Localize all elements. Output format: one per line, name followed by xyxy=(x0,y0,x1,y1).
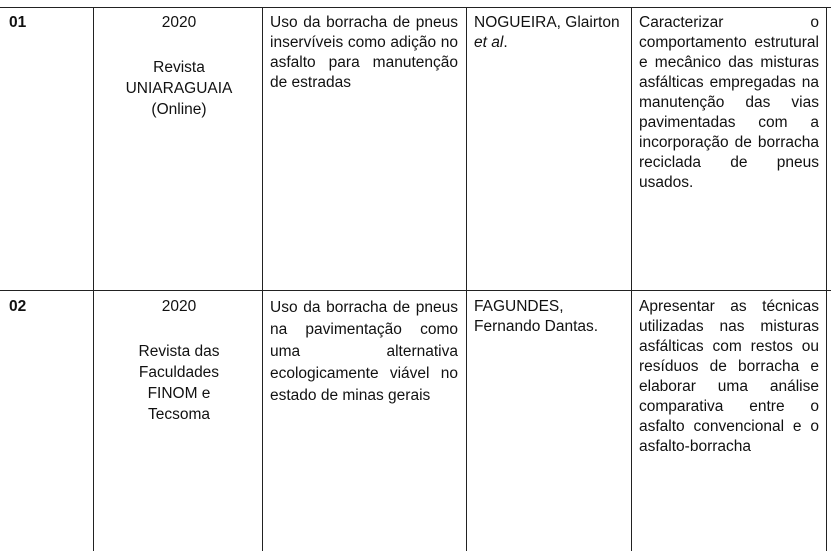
table-top-border xyxy=(0,7,831,8)
article-objective: Apresentar as técnicas utilizadas nas misturas asfálticas com restos ou resíduos de borracha e elaborar uma análise comparativa entre o asfalto convencional e o asfalto-borracha xyxy=(639,298,819,455)
article-author xyxy=(474,13,624,53)
column-divider xyxy=(93,7,94,551)
author-name: NOGUEIRA, Glairton xyxy=(474,14,620,31)
row-number: 01 xyxy=(9,14,27,31)
author-et-al: et al xyxy=(474,34,504,51)
publication-venue: Revista das Faculdades FINOM e Tecsoma xyxy=(138,343,220,423)
publication-year: 2020 xyxy=(161,14,197,31)
article-author xyxy=(474,297,624,337)
author-name: FAGUNDES, Fernando Dantas. xyxy=(474,298,599,335)
column-divider xyxy=(262,7,263,551)
author-period: . xyxy=(503,34,508,51)
column-divider xyxy=(826,7,827,551)
row-divider xyxy=(0,290,831,291)
article-title: Uso da borracha de pneus na pavimentação como uma alternativa ecologicamente viável no estado de minas gerais xyxy=(270,299,458,404)
publication-venue: Revista UNIARAGUAIA (Online) xyxy=(125,59,233,118)
row-number: 02 xyxy=(9,298,27,315)
article-objective: Caracterizar o comportamento estrutural e mecânico das misturas asfálticas empregadas na manutenção das vias pavimentadas com a incorporação de borracha reciclada de pneus usados. xyxy=(639,14,819,191)
column-divider xyxy=(466,7,467,551)
column-divider xyxy=(631,7,632,551)
article-title: Uso da borracha de pneus inservíveis como adição no asfalto para manutenção de estradas xyxy=(270,14,458,91)
publication-year: 2020 xyxy=(161,298,197,315)
